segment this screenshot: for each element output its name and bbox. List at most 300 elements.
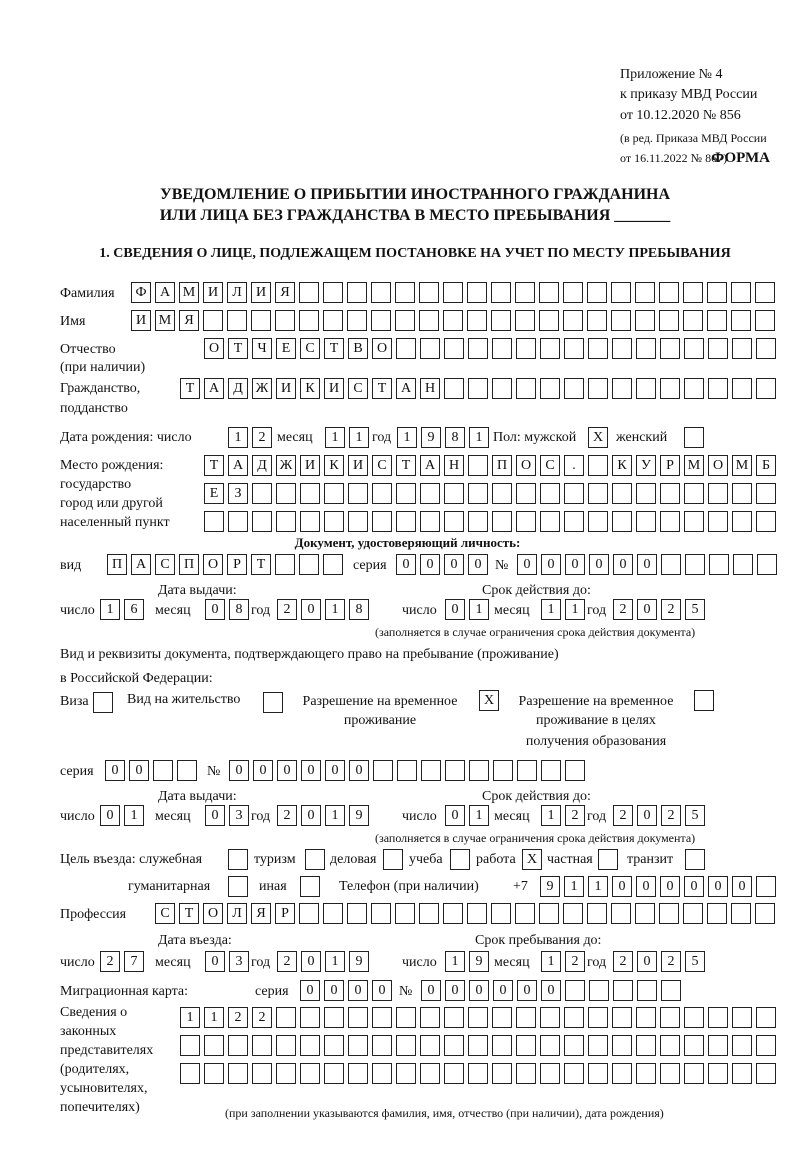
letter-cell[interactable] <box>420 1035 440 1056</box>
letter-cell[interactable] <box>395 282 415 303</box>
letter-cell[interactable]: 1 <box>469 427 489 448</box>
letter-cell[interactable] <box>732 1007 752 1028</box>
letter-cell[interactable] <box>637 980 657 1001</box>
letter-cell[interactable] <box>469 760 489 781</box>
letter-cell[interactable] <box>276 483 296 504</box>
letter-cell[interactable] <box>708 511 728 532</box>
letter-cell[interactable]: 0 <box>129 760 149 781</box>
purpose-work-checkbox[interactable]: X <box>522 849 542 870</box>
letter-cell[interactable] <box>444 1007 464 1028</box>
letter-cell[interactable]: Л <box>227 903 247 924</box>
letter-cell[interactable] <box>540 511 560 532</box>
letter-cell[interactable] <box>564 1063 584 1084</box>
letter-cell[interactable] <box>348 1063 368 1084</box>
purpose-business-checkbox[interactable] <box>383 849 403 870</box>
letter-cell[interactable] <box>636 1063 656 1084</box>
letter-cell[interactable] <box>755 310 775 331</box>
letter-cell[interactable] <box>323 282 343 303</box>
letter-cell[interactable]: Т <box>251 554 271 575</box>
letter-cell[interactable]: И <box>300 455 320 476</box>
purpose-tourism-checkbox[interactable] <box>305 849 325 870</box>
purpose-humanitarian-checkbox[interactable] <box>228 876 248 897</box>
letter-cell[interactable]: 2 <box>277 951 297 972</box>
letter-cell[interactable]: 0 <box>277 760 297 781</box>
letter-cell[interactable]: В <box>348 338 368 359</box>
letter-cell[interactable] <box>756 1007 776 1028</box>
letter-cell[interactable] <box>347 903 367 924</box>
letter-cell[interactable] <box>612 378 632 399</box>
letter-cell[interactable] <box>396 1035 416 1056</box>
letter-cell[interactable]: О <box>204 338 224 359</box>
letter-cell[interactable] <box>468 378 488 399</box>
letter-cell[interactable] <box>683 310 703 331</box>
letter-cell[interactable]: 5 <box>685 805 705 826</box>
letter-cell[interactable] <box>731 310 751 331</box>
letter-cell[interactable]: Ж <box>276 455 296 476</box>
letter-cell[interactable] <box>539 282 559 303</box>
letter-cell[interactable]: 0 <box>301 760 321 781</box>
letter-cell[interactable] <box>491 310 511 331</box>
letter-cell[interactable]: С <box>155 554 175 575</box>
letter-cell[interactable] <box>683 282 703 303</box>
letter-cell[interactable] <box>588 1063 608 1084</box>
letter-cell[interactable] <box>611 903 631 924</box>
letter-cell[interactable] <box>468 338 488 359</box>
residence-permit-checkbox[interactable] <box>263 692 283 713</box>
letter-cell[interactable] <box>708 338 728 359</box>
letter-cell[interactable] <box>516 378 536 399</box>
letter-cell[interactable] <box>444 511 464 532</box>
letter-cell[interactable]: К <box>300 378 320 399</box>
letter-cell[interactable]: 0 <box>612 876 632 897</box>
letter-cell[interactable] <box>324 511 344 532</box>
letter-cell[interactable]: 2 <box>277 805 297 826</box>
letter-cell[interactable]: 9 <box>349 805 369 826</box>
letter-cell[interactable]: 0 <box>637 805 657 826</box>
letter-cell[interactable] <box>684 378 704 399</box>
letter-cell[interactable]: Ф <box>131 282 151 303</box>
letter-cell[interactable]: 0 <box>105 760 125 781</box>
letter-cell[interactable] <box>732 483 752 504</box>
letter-cell[interactable]: А <box>396 378 416 399</box>
letter-cell[interactable]: 0 <box>205 805 225 826</box>
letter-cell[interactable] <box>564 378 584 399</box>
letter-cell[interactable] <box>396 483 416 504</box>
letter-cell[interactable]: 0 <box>708 876 728 897</box>
letter-cell[interactable]: 5 <box>685 599 705 620</box>
letter-cell[interactable] <box>540 378 560 399</box>
letter-cell[interactable] <box>492 378 512 399</box>
letter-cell[interactable] <box>492 1007 512 1028</box>
letter-cell[interactable] <box>564 511 584 532</box>
letter-cell[interactable] <box>371 310 391 331</box>
letter-cell[interactable] <box>177 760 197 781</box>
letter-cell[interactable] <box>708 1063 728 1084</box>
letter-cell[interactable] <box>659 903 679 924</box>
letter-cell[interactable] <box>372 1035 392 1056</box>
letter-cell[interactable]: 0 <box>301 951 321 972</box>
letter-cell[interactable]: 1 <box>349 427 369 448</box>
letter-cell[interactable]: 0 <box>301 599 321 620</box>
letter-cell[interactable] <box>397 760 417 781</box>
letter-cell[interactable] <box>685 554 705 575</box>
letter-cell[interactable] <box>348 511 368 532</box>
letter-cell[interactable] <box>516 1035 536 1056</box>
letter-cell[interactable] <box>323 554 343 575</box>
letter-cell[interactable] <box>180 1035 200 1056</box>
letter-cell[interactable]: 3 <box>229 951 249 972</box>
letter-cell[interactable] <box>660 483 680 504</box>
letter-cell[interactable]: 0 <box>301 805 321 826</box>
letter-cell[interactable]: 0 <box>348 980 368 1001</box>
letter-cell[interactable] <box>372 483 392 504</box>
letter-cell[interactable]: 0 <box>445 805 465 826</box>
letter-cell[interactable] <box>228 1063 248 1084</box>
letter-cell[interactable] <box>612 1063 632 1084</box>
letter-cell[interactable] <box>539 310 559 331</box>
letter-cell[interactable] <box>347 310 367 331</box>
letter-cell[interactable]: 0 <box>324 980 344 1001</box>
letter-cell[interactable] <box>756 1063 776 1084</box>
letter-cell[interactable] <box>563 282 583 303</box>
letter-cell[interactable]: 0 <box>636 876 656 897</box>
letter-cell[interactable]: 0 <box>493 980 513 1001</box>
letter-cell[interactable] <box>756 378 776 399</box>
letter-cell[interactable]: 0 <box>468 554 488 575</box>
letter-cell[interactable]: 0 <box>100 805 120 826</box>
letter-cell[interactable]: Ж <box>252 378 272 399</box>
letter-cell[interactable]: П <box>107 554 127 575</box>
letter-cell[interactable] <box>468 455 488 476</box>
letter-cell[interactable]: О <box>203 903 223 924</box>
letter-cell[interactable] <box>299 310 319 331</box>
letter-cell[interactable]: 0 <box>396 554 416 575</box>
letter-cell[interactable]: С <box>300 338 320 359</box>
letter-cell[interactable] <box>564 483 584 504</box>
letter-cell[interactable] <box>276 1007 296 1028</box>
letter-cell[interactable]: 0 <box>684 876 704 897</box>
letter-cell[interactable] <box>611 282 631 303</box>
letter-cell[interactable] <box>587 310 607 331</box>
letter-cell[interactable]: 0 <box>565 554 585 575</box>
letter-cell[interactable]: О <box>372 338 392 359</box>
letter-cell[interactable]: З <box>228 483 248 504</box>
letter-cell[interactable] <box>324 1035 344 1056</box>
letter-cell[interactable]: 6 <box>124 599 144 620</box>
letter-cell[interactable]: 8 <box>349 599 369 620</box>
letter-cell[interactable]: 1 <box>100 599 120 620</box>
letter-cell[interactable] <box>684 511 704 532</box>
letter-cell[interactable] <box>732 378 752 399</box>
letter-cell[interactable] <box>659 310 679 331</box>
temporary-education-checkbox[interactable] <box>694 690 714 711</box>
letter-cell[interactable]: 2 <box>277 599 297 620</box>
letter-cell[interactable] <box>395 310 415 331</box>
letter-cell[interactable] <box>492 511 512 532</box>
letter-cell[interactable]: 1 <box>325 599 345 620</box>
letter-cell[interactable]: 1 <box>588 876 608 897</box>
letter-cell[interactable] <box>299 903 319 924</box>
letter-cell[interactable] <box>373 760 393 781</box>
letter-cell[interactable] <box>588 338 608 359</box>
letter-cell[interactable] <box>252 483 272 504</box>
letter-cell[interactable]: 2 <box>661 805 681 826</box>
letter-cell[interactable]: 1 <box>541 599 561 620</box>
letter-cell[interactable] <box>636 338 656 359</box>
letter-cell[interactable] <box>443 310 463 331</box>
letter-cell[interactable] <box>421 760 441 781</box>
letter-cell[interactable] <box>731 903 751 924</box>
letter-cell[interactable] <box>588 1007 608 1028</box>
letter-cell[interactable] <box>660 378 680 399</box>
letter-cell[interactable] <box>565 980 585 1001</box>
temporary-residence-checkbox[interactable]: X <box>479 690 499 711</box>
letter-cell[interactable]: 0 <box>420 554 440 575</box>
letter-cell[interactable]: 1 <box>564 876 584 897</box>
letter-cell[interactable]: Е <box>276 338 296 359</box>
letter-cell[interactable]: 0 <box>589 554 609 575</box>
letter-cell[interactable]: 1 <box>541 805 561 826</box>
letter-cell[interactable] <box>612 338 632 359</box>
letter-cell[interactable]: С <box>348 378 368 399</box>
letter-cell[interactable] <box>419 903 439 924</box>
letter-cell[interactable] <box>420 483 440 504</box>
letter-cell[interactable]: Р <box>275 903 295 924</box>
letter-cell[interactable] <box>732 1063 752 1084</box>
letter-cell[interactable]: А <box>228 455 248 476</box>
letter-cell[interactable] <box>516 511 536 532</box>
letter-cell[interactable] <box>661 980 681 1001</box>
letter-cell[interactable]: 0 <box>541 980 561 1001</box>
letter-cell[interactable]: Т <box>324 338 344 359</box>
letter-cell[interactable] <box>420 511 440 532</box>
letter-cell[interactable]: 0 <box>469 980 489 1001</box>
letter-cell[interactable]: 0 <box>229 760 249 781</box>
letter-cell[interactable]: 0 <box>637 951 657 972</box>
letter-cell[interactable]: Я <box>275 282 295 303</box>
letter-cell[interactable]: К <box>612 455 632 476</box>
letter-cell[interactable]: Е <box>204 483 224 504</box>
letter-cell[interactable] <box>491 903 511 924</box>
letter-cell[interactable] <box>684 483 704 504</box>
letter-cell[interactable] <box>660 1007 680 1028</box>
letter-cell[interactable]: И <box>251 282 271 303</box>
letter-cell[interactable] <box>348 1007 368 1028</box>
letter-cell[interactable] <box>299 282 319 303</box>
letter-cell[interactable]: 2 <box>661 951 681 972</box>
letter-cell[interactable] <box>732 338 752 359</box>
letter-cell[interactable]: Д <box>228 378 248 399</box>
letter-cell[interactable]: П <box>492 455 512 476</box>
letter-cell[interactable] <box>684 1063 704 1084</box>
letter-cell[interactable]: Я <box>179 310 199 331</box>
letter-cell[interactable] <box>588 483 608 504</box>
letter-cell[interactable] <box>539 903 559 924</box>
letter-cell[interactable]: 2 <box>252 1007 272 1028</box>
letter-cell[interactable] <box>757 554 777 575</box>
letter-cell[interactable] <box>516 1063 536 1084</box>
letter-cell[interactable] <box>709 554 729 575</box>
letter-cell[interactable] <box>708 378 728 399</box>
letter-cell[interactable]: А <box>131 554 151 575</box>
letter-cell[interactable]: М <box>179 282 199 303</box>
letter-cell[interactable] <box>636 1007 656 1028</box>
letter-cell[interactable] <box>708 1035 728 1056</box>
letter-cell[interactable] <box>493 760 513 781</box>
letter-cell[interactable] <box>660 511 680 532</box>
letter-cell[interactable] <box>324 1063 344 1084</box>
letter-cell[interactable]: Д <box>252 455 272 476</box>
letter-cell[interactable]: 2 <box>661 599 681 620</box>
letter-cell[interactable] <box>587 903 607 924</box>
letter-cell[interactable] <box>492 338 512 359</box>
letter-cell[interactable] <box>153 760 173 781</box>
letter-cell[interactable]: 7 <box>124 951 144 972</box>
letter-cell[interactable] <box>515 903 535 924</box>
letter-cell[interactable]: И <box>203 282 223 303</box>
letter-cell[interactable] <box>396 511 416 532</box>
letter-cell[interactable] <box>372 1007 392 1028</box>
letter-cell[interactable] <box>323 903 343 924</box>
letter-cell[interactable] <box>468 1035 488 1056</box>
letter-cell[interactable] <box>563 310 583 331</box>
letter-cell[interactable] <box>444 338 464 359</box>
letter-cell[interactable]: 0 <box>445 599 465 620</box>
letter-cell[interactable]: С <box>540 455 560 476</box>
letter-cell[interactable] <box>684 1035 704 1056</box>
letter-cell[interactable] <box>492 1035 512 1056</box>
letter-cell[interactable]: 2 <box>613 599 633 620</box>
letter-cell[interactable] <box>492 483 512 504</box>
letter-cell[interactable]: О <box>708 455 728 476</box>
letter-cell[interactable]: Т <box>204 455 224 476</box>
letter-cell[interactable] <box>661 554 681 575</box>
letter-cell[interactable] <box>371 903 391 924</box>
letter-cell[interactable]: 2 <box>613 951 633 972</box>
letter-cell[interactable] <box>275 554 295 575</box>
letter-cell[interactable]: К <box>324 455 344 476</box>
letter-cell[interactable]: 9 <box>421 427 441 448</box>
letter-cell[interactable] <box>707 903 727 924</box>
letter-cell[interactable]: 2 <box>565 951 585 972</box>
letter-cell[interactable] <box>492 1063 512 1084</box>
letter-cell[interactable]: 8 <box>229 599 249 620</box>
letter-cell[interactable] <box>396 1063 416 1084</box>
letter-cell[interactable] <box>756 511 776 532</box>
letter-cell[interactable] <box>276 511 296 532</box>
letter-cell[interactable]: Р <box>660 455 680 476</box>
letter-cell[interactable]: Т <box>372 378 392 399</box>
letter-cell[interactable]: 1 <box>397 427 417 448</box>
letter-cell[interactable]: 0 <box>732 876 752 897</box>
letter-cell[interactable] <box>636 511 656 532</box>
letter-cell[interactable] <box>348 483 368 504</box>
letter-cell[interactable] <box>180 1063 200 1084</box>
letter-cell[interactable] <box>468 483 488 504</box>
letter-cell[interactable] <box>588 511 608 532</box>
letter-cell[interactable]: Я <box>251 903 271 924</box>
letter-cell[interactable]: У <box>636 455 656 476</box>
letter-cell[interactable] <box>635 310 655 331</box>
letter-cell[interactable] <box>228 1035 248 1056</box>
letter-cell[interactable] <box>299 554 319 575</box>
letter-cell[interactable] <box>348 1035 368 1056</box>
letter-cell[interactable] <box>468 1007 488 1028</box>
letter-cell[interactable] <box>323 310 343 331</box>
letter-cell[interactable] <box>516 1007 536 1028</box>
letter-cell[interactable] <box>228 511 248 532</box>
sex-female-checkbox[interactable] <box>684 427 704 448</box>
letter-cell[interactable]: П <box>179 554 199 575</box>
letter-cell[interactable] <box>276 1063 296 1084</box>
letter-cell[interactable] <box>444 1035 464 1056</box>
letter-cell[interactable]: 1 <box>204 1007 224 1028</box>
letter-cell[interactable]: 1 <box>228 427 248 448</box>
letter-cell[interactable]: 3 <box>229 805 249 826</box>
letter-cell[interactable]: 8 <box>445 427 465 448</box>
letter-cell[interactable]: 9 <box>469 951 489 972</box>
letter-cell[interactable] <box>659 282 679 303</box>
letter-cell[interactable]: 9 <box>540 876 560 897</box>
letter-cell[interactable] <box>444 378 464 399</box>
letter-cell[interactable] <box>468 511 488 532</box>
letter-cell[interactable] <box>636 483 656 504</box>
letter-cell[interactable]: 0 <box>253 760 273 781</box>
letter-cell[interactable]: 2 <box>613 805 633 826</box>
letter-cell[interactable] <box>588 1035 608 1056</box>
letter-cell[interactable] <box>732 511 752 532</box>
letter-cell[interactable]: 1 <box>565 599 585 620</box>
letter-cell[interactable] <box>732 1035 752 1056</box>
letter-cell[interactable]: Б <box>756 455 776 476</box>
letter-cell[interactable] <box>636 1035 656 1056</box>
letter-cell[interactable]: Т <box>228 338 248 359</box>
letter-cell[interactable] <box>515 282 535 303</box>
letter-cell[interactable]: И <box>276 378 296 399</box>
letter-cell[interactable] <box>300 483 320 504</box>
letter-cell[interactable] <box>612 483 632 504</box>
purpose-official-checkbox[interactable] <box>228 849 248 870</box>
letter-cell[interactable] <box>540 338 560 359</box>
letter-cell[interactable] <box>635 903 655 924</box>
letter-cell[interactable] <box>443 903 463 924</box>
letter-cell[interactable]: 2 <box>565 805 585 826</box>
letter-cell[interactable] <box>444 483 464 504</box>
letter-cell[interactable] <box>660 1035 680 1056</box>
letter-cell[interactable] <box>395 903 415 924</box>
letter-cell[interactable]: А <box>204 378 224 399</box>
letter-cell[interactable]: М <box>684 455 704 476</box>
letter-cell[interactable] <box>516 338 536 359</box>
letter-cell[interactable]: 1 <box>180 1007 200 1028</box>
letter-cell[interactable] <box>611 310 631 331</box>
sex-male-checkbox[interactable]: X <box>588 427 608 448</box>
letter-cell[interactable] <box>347 282 367 303</box>
letter-cell[interactable] <box>275 310 295 331</box>
letter-cell[interactable] <box>588 378 608 399</box>
letter-cell[interactable] <box>540 1007 560 1028</box>
letter-cell[interactable]: 0 <box>325 760 345 781</box>
letter-cell[interactable] <box>708 483 728 504</box>
letter-cell[interactable] <box>540 483 560 504</box>
letter-cell[interactable] <box>684 1007 704 1028</box>
letter-cell[interactable] <box>203 310 223 331</box>
letter-cell[interactable] <box>467 310 487 331</box>
letter-cell[interactable]: Л <box>227 282 247 303</box>
letter-cell[interactable]: О <box>516 455 536 476</box>
letter-cell[interactable]: 5 <box>685 951 705 972</box>
letter-cell[interactable]: 9 <box>349 951 369 972</box>
